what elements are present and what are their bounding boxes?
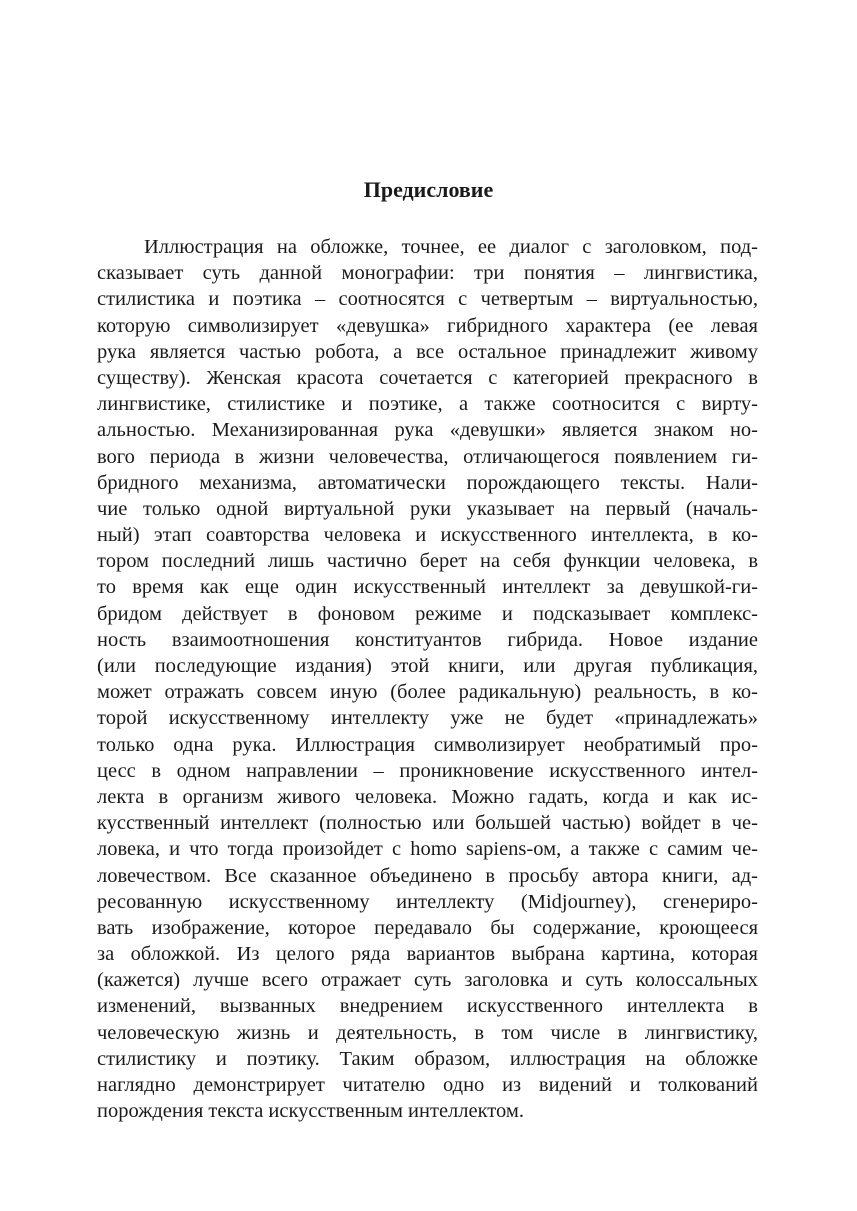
paragraph-line: ность взаимоотношения конституантов гибрида. Новое издание xyxy=(97,628,758,651)
paragraph-line: бридного механизма, автоматически порождающего тексты. Нали- xyxy=(97,471,758,494)
paragraph-line: торой искусственному интеллекту уже не будет «принадлежать» xyxy=(97,707,758,730)
paragraph-line: кусственный интеллект (полностью или большей частью) войдет в че- xyxy=(97,812,758,835)
paragraph-line: порождения текста искусственным интеллектом. xyxy=(97,1100,524,1123)
paragraph-line: наглядно демонстрирует читателю одно из видений и толкований xyxy=(97,1074,758,1096)
paragraph-line: Иллюстрация на обложке, точнее, ее диалог с заголовком, под- xyxy=(144,236,758,258)
paragraph-line: то время как еще один искусственный интеллект за девушкой-ги- xyxy=(97,576,758,599)
paragraph-line: которую символизирует «девушка» гибридного характера (ее левая xyxy=(97,314,758,337)
paragraph-line: лингвистике, стилистике и поэтике, а также соотносится с вирту- xyxy=(97,393,758,416)
paragraph-line: (или последующие издания) этой книги, или другая публикация, xyxy=(97,655,758,677)
paragraph-line: тором последний лишь частично берет на себя функции человека, в xyxy=(97,550,758,573)
paragraph-line: ловечеством. Все сказанное объединено в просьбу автора книги, ад- xyxy=(97,864,758,887)
paragraph-line: ный) этап соавторства человека и искусственного интеллекта, в ко- xyxy=(97,524,758,547)
paragraph-line: изменений, вызванных внедрением искусственного интеллекта в xyxy=(97,995,758,1018)
paragraph-line: человеческую жизнь и деятельность, в том числе в лингвистику, xyxy=(97,1021,758,1044)
paragraph-line: цесс в одном направлении – проникновение искусственного интел- xyxy=(97,759,758,782)
paragraph-line: сказывает суть данной монографии: три понятия – лингвистика, xyxy=(97,262,758,285)
page-title: Предисловие xyxy=(363,177,494,202)
paragraph-line: вать изображение, которое передавало бы содержание, кроющееся xyxy=(97,916,758,939)
paragraph-line: может отражать совсем иную (более радикальную) реальность, в ко- xyxy=(97,681,758,704)
paragraph-line: чие только одной виртуальной руки указывает на первый (началь- xyxy=(97,497,758,520)
paragraph-line: ресованную искусственному интеллекту (Midjourney), сгенериро- xyxy=(97,890,758,913)
paragraph-line: рука является частью робота, а все остальное принадлежит живому xyxy=(97,340,758,363)
paragraph-line: стилистика и поэтика – соотносятся с четвертым – виртуальностью, xyxy=(97,288,758,311)
paragraph-line: лекта в организм живого человека. Можно гадать, когда и как ис- xyxy=(97,785,758,808)
paragraph-line: альностью. Механизированная рука «девушки» является знаком но- xyxy=(97,419,758,442)
preface-paragraph xyxy=(97,234,758,1124)
paragraph-line: за обложкой. Из целого ряда вариантов выбрана картина, которая xyxy=(97,943,758,966)
paragraph-line: бридом действует в фоновом режиме и подсказывает комплекс- xyxy=(97,602,758,625)
paragraph-line: только одна рука. Иллюстрация символизирует необратимый про- xyxy=(97,733,758,756)
paragraph-line: вого периода в жизни человечества, отличающегося появлением ги- xyxy=(97,445,758,468)
paragraph-line: ловека, и что тогда произойдет с homo sapiens-ом, а также с самим че- xyxy=(97,838,758,861)
paragraph-line: (кажется) лучше всего отражает суть заголовка и суть колоссальных xyxy=(97,969,758,992)
paragraph-line: существу). Женская красота сочетается с категорией прекрасного в xyxy=(97,366,758,389)
paragraph-line: стилистику и поэтику. Таким образом, иллюстрация на обложке xyxy=(97,1047,758,1070)
